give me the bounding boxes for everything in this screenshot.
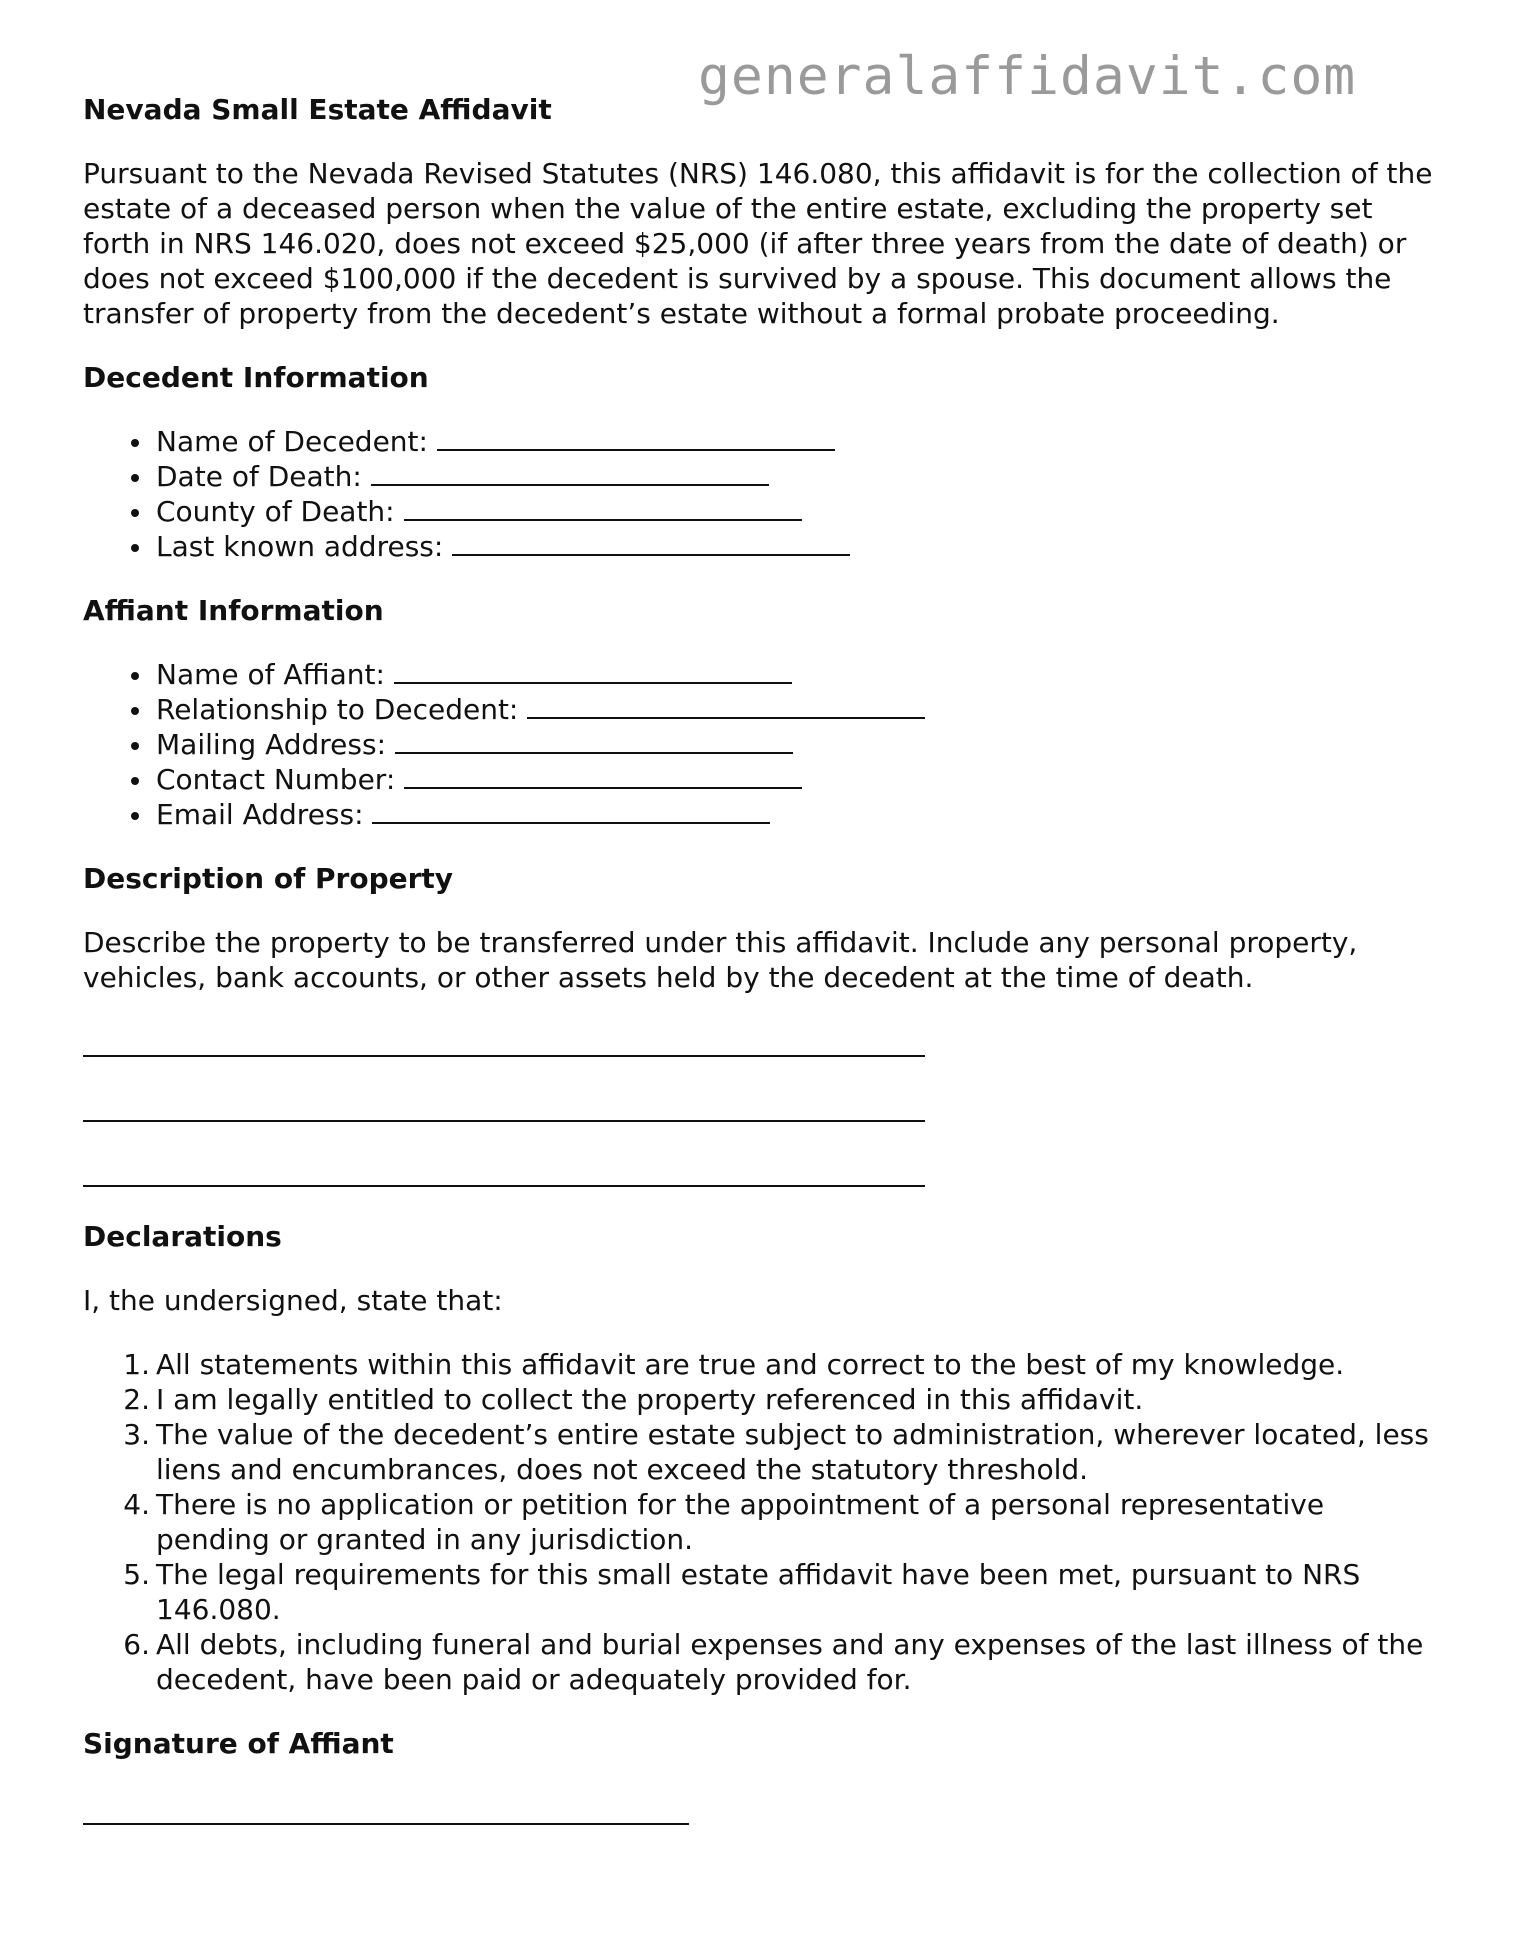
field-label: Name of Affiant: bbox=[156, 658, 385, 691]
item-number: 5. bbox=[123, 1558, 150, 1591]
decedent-heading: Decedent Information bbox=[83, 361, 429, 394]
item-text: The value of the decedent’s entire estate subject to administration, wherever located, less liens and encumbrances, does not exceed the statutory threshold. bbox=[156, 1418, 1429, 1486]
relationship-item bbox=[156, 692, 1443, 727]
field-label: Date of Death: bbox=[156, 460, 362, 493]
declarations-heading: Declarations bbox=[83, 1220, 282, 1253]
item-text: The legal requirements for this small estate affidavit have been met, pursuant to NRS 146.080. bbox=[156, 1558, 1361, 1626]
item-text: All statements within this affidavit are true and correct to the best of my knowledge. bbox=[156, 1348, 1345, 1381]
contact-number-item bbox=[156, 762, 1443, 797]
declaration-item bbox=[123, 1557, 1443, 1627]
declaration-item bbox=[123, 1347, 1443, 1382]
field-label: Name of Decedent: bbox=[156, 425, 428, 458]
item-text: There is no application or petition for the appointment of a personal representative pending or granted in any jurisdiction. bbox=[156, 1488, 1325, 1556]
field-label: Mailing Address: bbox=[156, 728, 387, 761]
relationship-blank[interactable] bbox=[527, 692, 925, 719]
document-title: Nevada Small Estate Affidavit bbox=[83, 93, 552, 126]
decedent-name-blank[interactable] bbox=[437, 424, 835, 451]
date-of-death-item bbox=[156, 459, 1443, 494]
property-heading: Description of Property bbox=[83, 862, 454, 895]
last-address-item bbox=[156, 529, 1443, 564]
decedent-fields bbox=[83, 424, 1443, 564]
item-number: 6. bbox=[123, 1628, 150, 1661]
field-label: Email Address: bbox=[156, 798, 364, 831]
field-label: Last known address: bbox=[156, 530, 444, 563]
field-label: Relationship to Decedent: bbox=[156, 693, 519, 726]
date-of-death-blank[interactable] bbox=[371, 459, 769, 486]
item-text: All debts, including funeral and burial expenses and any expenses of the last illness of the decedent, have been paid or adequately provided for. bbox=[156, 1628, 1424, 1696]
decedent-name-item bbox=[156, 424, 1443, 459]
field-label: County of Death: bbox=[156, 495, 395, 528]
affiant-heading: Affiant Information bbox=[83, 594, 384, 627]
declaration-item bbox=[123, 1627, 1443, 1697]
affidavit-document bbox=[83, 92, 1443, 1825]
declarations-lead: I, the undersigned, state that: bbox=[83, 1284, 503, 1317]
item-text: I am legally entitled to collect the property referenced in this affidavit. bbox=[156, 1383, 1144, 1416]
signature-heading: Signature of Affiant bbox=[83, 1727, 394, 1760]
affiant-name-blank[interactable] bbox=[394, 657, 792, 684]
item-number: 4. bbox=[123, 1488, 150, 1521]
declaration-item bbox=[123, 1382, 1443, 1417]
signature-line[interactable] bbox=[83, 1823, 689, 1825]
declaration-item bbox=[123, 1417, 1443, 1487]
declarations-list bbox=[83, 1347, 1443, 1697]
property-instructions: Describe the property to be transferred under this affidavit. Include any personal property, vehicles, bank accounts, or other assets held by the decedent at the time of death. bbox=[83, 926, 1358, 994]
email-address-item bbox=[156, 797, 1443, 832]
county-of-death-blank[interactable] bbox=[404, 494, 802, 521]
county-of-death-item bbox=[156, 494, 1443, 529]
item-number: 2. bbox=[123, 1383, 150, 1416]
declaration-item bbox=[123, 1487, 1443, 1557]
field-label: Contact Number: bbox=[156, 763, 396, 796]
item-number: 1. bbox=[123, 1348, 150, 1381]
contact-number-blank[interactable] bbox=[404, 762, 802, 789]
mailing-address-item bbox=[156, 727, 1443, 762]
email-address-blank[interactable] bbox=[372, 797, 770, 824]
mailing-address-blank[interactable] bbox=[395, 727, 793, 754]
item-number: 3. bbox=[123, 1418, 150, 1451]
last-address-blank[interactable] bbox=[452, 529, 850, 556]
intro-paragraph: Pursuant to the Nevada Revised Statutes (NRS) 146.080, this affidavit is for the collection of the estate of a deceased person when the value of the entire estate, excluding the property set forth in NRS 146.020, does not exceed $25,000 (if after three years from the date of death) or does not exceed $100,000 if the decedent is survived by a spouse. This document allows the transfer of property from the decedent’s estate without a formal probate proceeding. bbox=[83, 157, 1433, 330]
affiant-name-item bbox=[156, 657, 1443, 692]
watermark: generalaffidavit.com bbox=[698, 46, 1357, 107]
affiant-fields bbox=[83, 657, 1443, 832]
